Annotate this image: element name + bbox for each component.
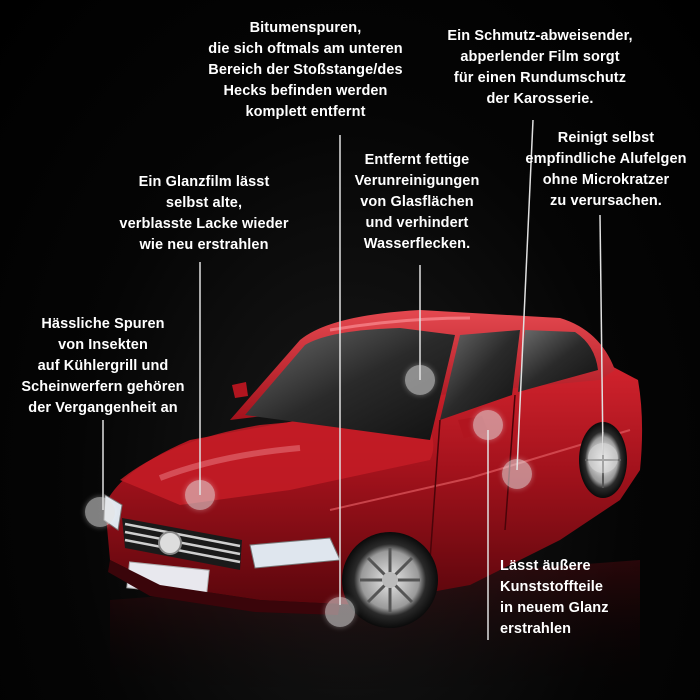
marker-glas [405, 365, 435, 395]
marker-insekten [85, 497, 115, 527]
callout-felgen: Reinigt selbst empfindliche Alufelgen ohne Microkratzer zu verursachen. [525, 130, 687, 209]
marker-bitumen [325, 597, 355, 627]
callout-kunststoff: Lässt äußere Kunststoffteile in neuem Glanz erstrahlen [500, 558, 609, 637]
marker-film [502, 459, 532, 489]
callout-bitumen: Bitumenspuren, die sich oftmals am unteren Bereich der Stoßstange/des Hecks befinden werden komplett entfernt [208, 20, 403, 120]
callout-glanzfilm: Ein Glanzfilm lässt selbst alte, verblasste Lacke wieder wie neu erstrahlen [119, 174, 289, 253]
marker-kunststoff [473, 410, 503, 440]
callout-glas: Entfernt fettige Verunreinigungen von Glasflächen und verhindert Wasserflecken. [354, 152, 480, 252]
callout-insekten: Hässliche Spuren von Insekten auf Kühlergrill und Scheinwerfern gehören der Vergangenheit an [21, 316, 185, 416]
callout-film: Ein Schmutz-abweisender, abperlender Film sorgt für einen Rundumschutz der Karosserie. [447, 28, 633, 107]
marker-glanzfilm [185, 480, 215, 510]
marker-felgen [588, 443, 618, 473]
